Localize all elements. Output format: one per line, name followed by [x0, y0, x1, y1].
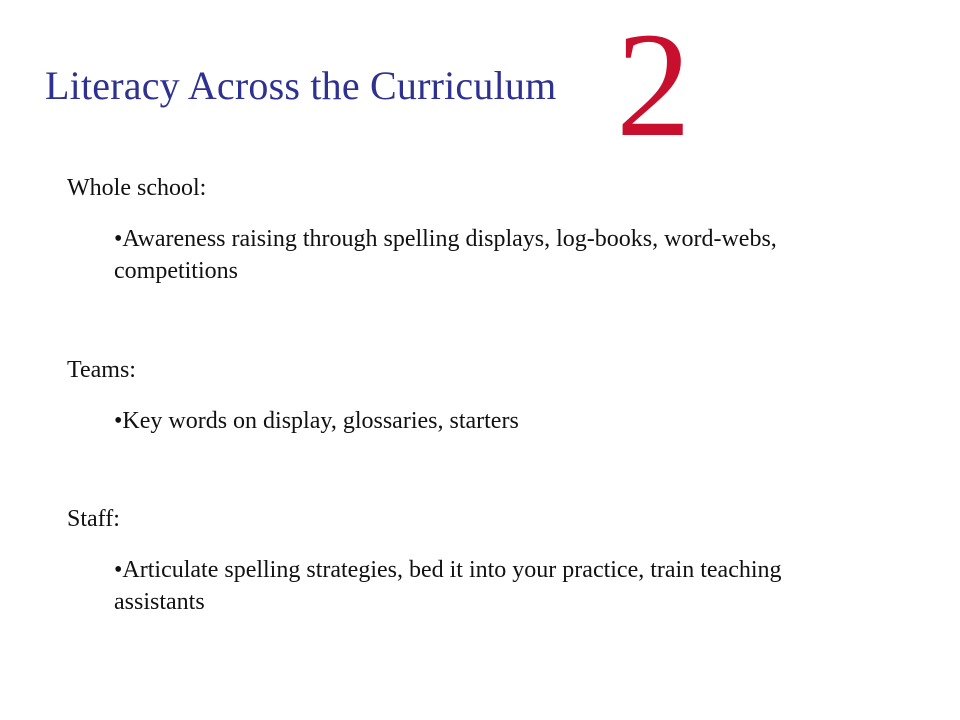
section-heading: Staff: — [67, 506, 120, 532]
bullet-item: •Articulate spelling strategies, bed it into your practice, train teaching assistants — [114, 557, 782, 615]
section-heading: Teams: — [67, 357, 136, 383]
section-whole-school — [67, 173, 887, 287]
slide-title: Literacy Across the Curriculum — [45, 63, 557, 108]
bullet-item: •Key words on display, glossaries, starters — [114, 408, 519, 434]
section-staff — [67, 504, 887, 618]
section-teams — [67, 355, 887, 437]
section-heading: Whole school: — [67, 175, 207, 201]
slide-number: 2 — [616, 2, 691, 168]
bullet-item: •Awareness raising through spelling displays, log-books, word-webs, competitions — [114, 226, 777, 284]
